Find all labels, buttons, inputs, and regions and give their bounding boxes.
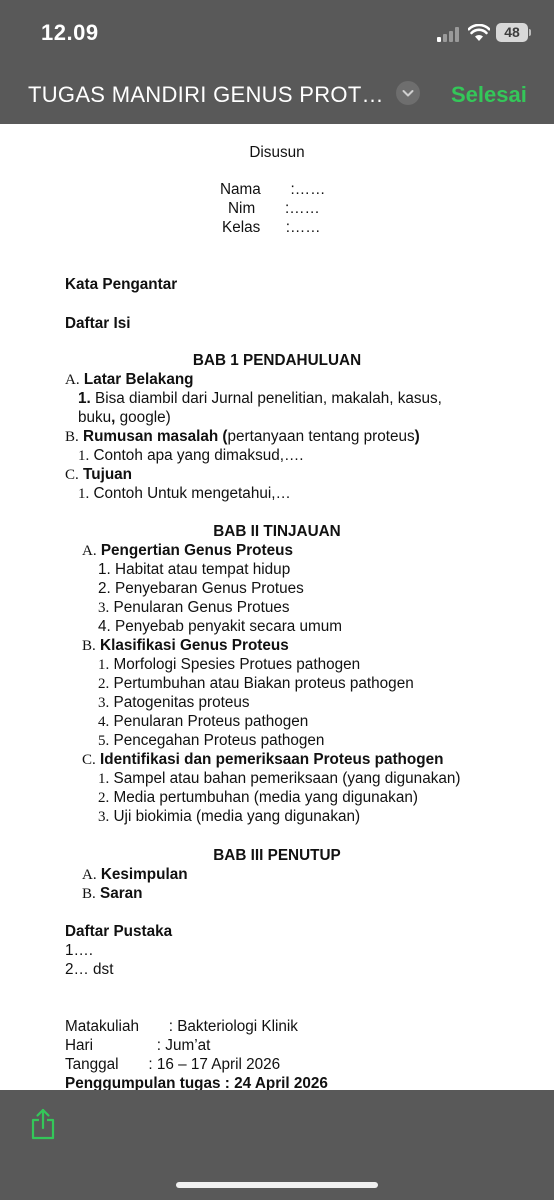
section-letter: B.	[82, 638, 96, 654]
section-letter: C.	[65, 467, 79, 483]
item-text: Patogenitas proteus	[113, 694, 250, 711]
item-number: 3.	[98, 600, 110, 616]
reference-item: 2… dst	[65, 961, 114, 978]
section-a1	[65, 371, 194, 389]
section-title: Latar Belakang	[83, 371, 194, 388]
matakuliah-field: Matakuliah : Bakteriologi Klinik	[65, 1018, 298, 1035]
list-item	[98, 599, 290, 617]
item-number: 1.	[78, 486, 90, 502]
bab1-heading: BAB 1 PENDAHULUAN	[192, 352, 362, 369]
section-c2	[82, 751, 443, 769]
item-text: Contoh apa yang dimaksud,….	[93, 447, 304, 464]
list-item	[78, 390, 442, 408]
wifi-icon	[468, 24, 490, 42]
nama-field: Nama :……	[220, 181, 326, 198]
list-item	[98, 656, 360, 674]
item-number: 5.	[98, 733, 110, 749]
section-title: Saran	[100, 885, 143, 902]
section-letter: A.	[82, 543, 97, 559]
item-number: 1.	[98, 771, 110, 787]
item-text: Morfologi Spesies Protues pathogen	[113, 656, 361, 673]
section-title: Rumusan masalah (	[83, 428, 228, 445]
list-item	[98, 675, 414, 693]
item-text: ,	[111, 409, 116, 426]
kelas-field: Kelas :……	[222, 219, 321, 236]
section-b2	[82, 637, 289, 655]
document-page[interactable]	[0, 124, 554, 1090]
item-number: 1.	[98, 657, 110, 673]
battery-icon: 48	[496, 23, 528, 42]
item-number: 2.	[98, 790, 110, 806]
section-c1	[65, 466, 132, 484]
section-title-close: )	[414, 428, 420, 445]
list-item	[98, 713, 308, 731]
disusun-heading: Disusun	[249, 144, 305, 161]
list-item	[98, 618, 342, 636]
item-text: Penularan Proteus pathogen	[113, 713, 309, 730]
bab3-heading: BAB III PENUTUP	[213, 847, 341, 864]
chevron-down-icon[interactable]	[396, 81, 420, 105]
item-text: Media pertumbuhan (media yang digunakan)	[113, 789, 418, 806]
item-text: Habitat atau tempat hidup	[115, 561, 291, 578]
done-button[interactable]: Selesai	[451, 82, 527, 107]
bottom-toolbar	[0, 1090, 554, 1200]
item-number: 2.	[98, 580, 111, 597]
item-text: Contoh Untuk mengetahui,…	[93, 485, 291, 502]
section-title: Identifikasi dan pemeriksaan Proteus pathogen	[100, 751, 444, 768]
section-a3	[82, 866, 188, 884]
section-b1	[65, 428, 420, 446]
item-number: 3.	[98, 809, 110, 825]
kata-pengantar-heading: Kata Pengantar	[65, 276, 178, 293]
item-number: 1.	[98, 561, 111, 578]
item-text: google)	[115, 409, 171, 426]
list-item	[98, 789, 418, 807]
list-item	[98, 561, 290, 579]
battery-tip	[529, 29, 531, 36]
item-text: Penyebab penyakit secara umum	[115, 618, 343, 635]
list-item	[78, 485, 291, 503]
hari-field: Hari : Jum’at	[65, 1037, 211, 1054]
document-header	[0, 66, 554, 124]
list-item	[98, 808, 360, 826]
bab2-heading: BAB II TINJAUAN	[213, 523, 341, 540]
item-text: Penularan Genus Protues	[113, 599, 290, 616]
status-bar	[0, 0, 554, 66]
nim-field: Nim :……	[228, 200, 320, 217]
reference-item: 1….	[65, 942, 94, 959]
list-item	[98, 694, 250, 712]
section-letter: C.	[82, 752, 96, 768]
item-number: 1.	[78, 390, 91, 407]
list-item	[78, 447, 304, 465]
daftar-isi-heading: Daftar Isi	[65, 315, 131, 332]
item-number: 4.	[98, 618, 111, 635]
clock: 12.09	[41, 20, 99, 45]
home-indicator[interactable]	[176, 1182, 378, 1188]
item-text: Pertumbuhan atau Biakan proteus pathogen	[113, 675, 414, 692]
section-title: Kesimpulan	[100, 866, 188, 883]
item-number: 1.	[78, 448, 90, 464]
section-letter: B.	[65, 429, 79, 445]
item-number: 3.	[98, 695, 110, 711]
list-item	[98, 732, 324, 750]
section-letter: A.	[82, 867, 97, 883]
list-item	[98, 580, 304, 598]
share-icon[interactable]	[30, 1108, 56, 1140]
section-title: Tujuan	[83, 466, 133, 483]
item-text: buku	[78, 409, 112, 426]
section-letter: B.	[82, 886, 96, 902]
item-number: 2.	[98, 676, 110, 692]
section-title: Klasifikasi Genus Proteus	[100, 637, 289, 654]
item-number: 4.	[98, 714, 110, 730]
section-letter: A.	[65, 372, 80, 388]
section-title: Pengertian Genus Proteus	[100, 542, 293, 559]
item-text: Pencegahan Proteus pathogen	[113, 732, 325, 749]
item-text: Uji biokimia (media yang digunakan)	[113, 808, 361, 825]
document-title[interactable]: TUGAS MANDIRI GENUS PROT…	[28, 82, 384, 107]
list-item-continuation	[78, 409, 171, 427]
pengumpulan-field: Penggumpulan tugas : 24 April 2026	[65, 1075, 328, 1090]
section-title-note: pertanyaan tentang proteus	[227, 428, 415, 445]
daftar-pustaka-heading: Daftar Pustaka	[65, 923, 173, 940]
section-a2	[82, 542, 293, 560]
item-text: Bisa diambil dari Jurnal penelitian, makalah, kasus,	[95, 390, 442, 407]
item-text: Penyebaran Genus Protues	[115, 580, 304, 597]
section-b3	[82, 885, 143, 903]
tanggal-field: Tanggal : 16 – 17 April 2026	[65, 1056, 281, 1073]
cellular-signal-icon	[437, 26, 461, 42]
item-text: Sampel atau bahan pemeriksaan (yang digunakan)	[113, 770, 461, 787]
list-item	[98, 770, 460, 788]
